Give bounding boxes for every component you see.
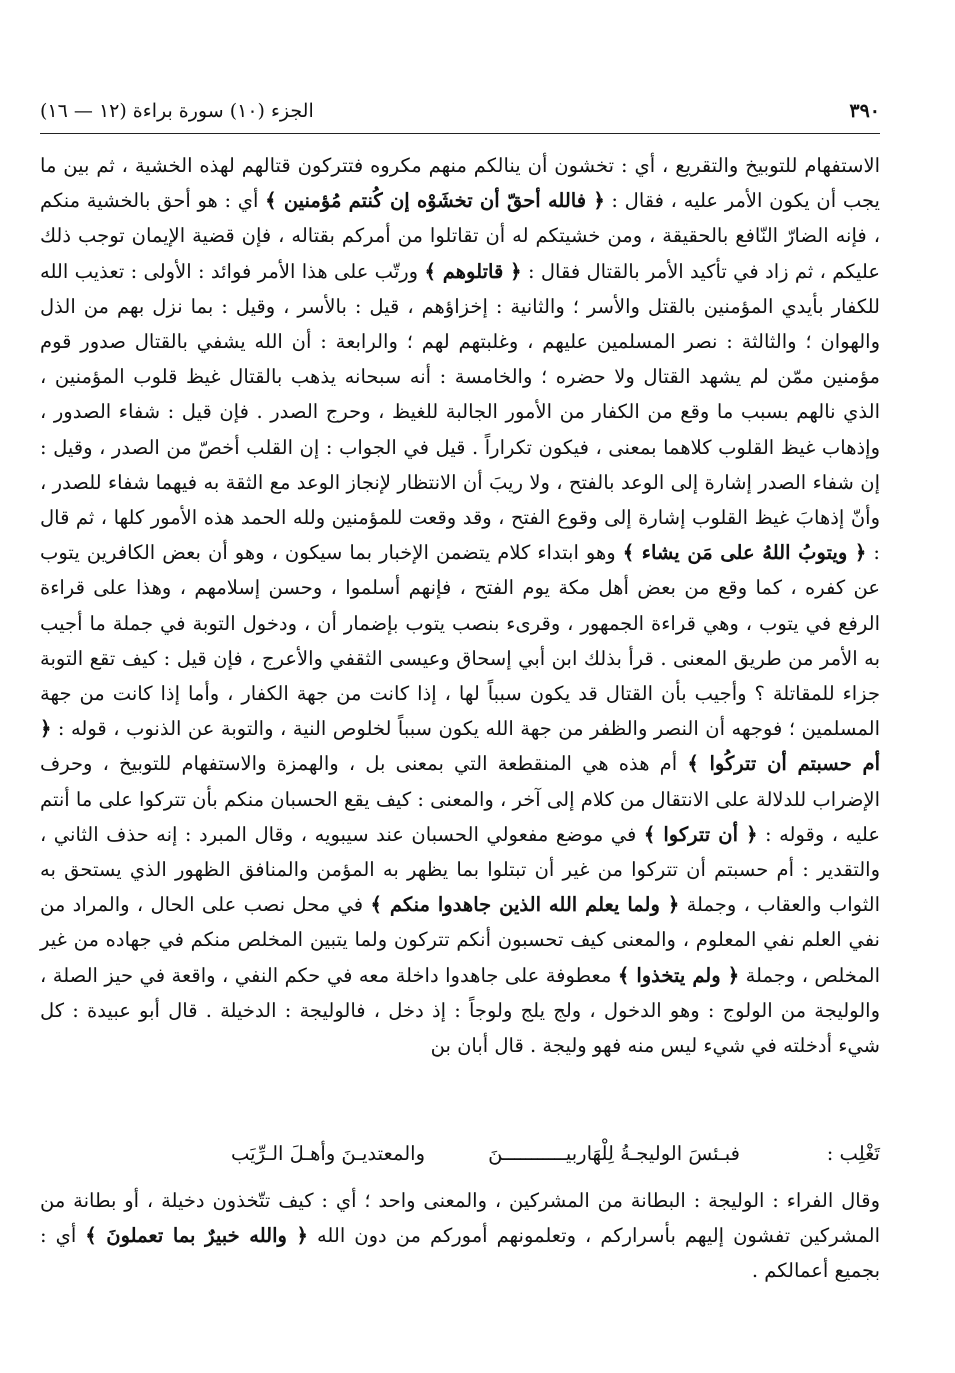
commentary-text: في محل نصب على الحال ، والمراد من نفي العلم نفي المعلوم ، والمعنى كيف تحسبون أنكم تتركون ولما يتبين المخلص منكم في جهاده من غير المخلص ، وجملة (40, 893, 881, 987)
tafsir-paragraph (40, 1183, 880, 1289)
quran-quote: ﴿ ويتوبُ اللهُ على مَن يشاء ﴾ (622, 541, 867, 565)
commentary-text: معطوفة على جاهدوا داخلة معه في حكم النفي ، واقعة في حيز الصلة ، والوليجة من الولوج : وهو الدخول ، ولج يلج ولوجاً : إذ دخل ، فالوليجة : الدخيلة . قال أبو عبيدة : كل شيء أدخلته في شيء ليس منه فهو وليجة . قال أبان بن (40, 963, 880, 1058)
verse-first-hemistich: فبـئسَ الوليجـةُ لِلْهَاربيـــــــــــنَ (488, 1142, 740, 1165)
quran-quote: ﴿ أن تتركوا ﴾ (643, 822, 758, 846)
tafsir-paragraph (40, 148, 880, 1063)
commentary-text: ورتّب على هذا الأمر فوائد : الأولى : تعذيب الله للكفار بأيدي المؤمنين بالقتل والأسر ؛ والثانية : إخزاؤهم ، قيل : بالأسر ، وقيل : بما نزل بهم من الذل والهوان ؛ والثالثة : نصر المسلمين عليهم ، وغلبتهم لهم ؛ والرابعة : أن الله يشفي بالقتال صدور قوم مؤمنين ممّن لم يشهد القتال ولا حضره ؛ والخامسة : أنه سبحانه يذهب بالقتال غيظ قلوب المؤمنين ، الذي نالهم بسبب ما وقع من الكفار من الأمور الجالبة للغيظ ، وحرج الصدر . فإن قيل : شفاء الصدور ، وإذهاب غيظ القلوب كلاهما بمعنى ، فيكون تكراراً . قيل في الجواب : إن القلب أخصّ من الصدر ، وقيل : إن شفاء الصدر إشارة إلى الوعد بالفتح ، ولا ريبَ أن الانتظار لإنجاز الوعد مع الثقة به فيهما شفاء للصدر ، وأنّ إذهابَ غيظ القلوب إشارة إلى وقوع الفتح ، وقد وقعت للمؤمنين ولله الحمد هذه الأمور كلها ، ثم قال : (40, 259, 880, 565)
page-number: ٣٩٠ (849, 100, 880, 122)
poetry-verse (40, 1136, 880, 1172)
tafsir-body (40, 148, 880, 1063)
quran-quote: ﴿ والله خبيرٌ بما تعملونَ ﴾ (85, 1224, 308, 1248)
commentary-text: وقال الفراء : الوليجة : البطانة من المشركين ، والمعنى واحد ؛ أي : كيف تتّخذون دخيلة ، أو بطانة من المشركين تفشون إليهم بأسراركم ، وتعلمونهم أموركم من دون الله (40, 1189, 880, 1248)
quran-quote: ﴿ أم حسبتم أن تتركُوا ﴾ (40, 717, 880, 776)
quran-quote: ﴿ ولما يعلم الله الذين جاهدوا منكم ﴾ (370, 893, 680, 917)
verse-lead: تَغْلِب : (826, 1142, 880, 1165)
commentary-text: أي : بجميع أعمالكم . (40, 1224, 880, 1283)
commentary-text: وهو ابتداء كلام يتضمن الإخبار بما سيكون ، وهو أن بعض الكافرين يتوب عن كفره ، كما وقع من بعض أهل مكة يوم الفتح ، فإنهم أسلموا ، وحسن إسلامهم ، وهذا على قراءة الرفع في يتوب ، وهي قراءة الجمهور ، وقرىء بنصب يتوب بإضمار أن ، ودخول التوبة في جملة ما أجيب به الأمر من طريق المعنى . قرأ بذلك ابن أبي إسحاق وعيسى الثقفي والأعرج ، فإن قيل : كيف تقع التوبة جزاء للمقاتلة ؟ وأجيب بأن القتال قد يكون سبباً لها ، إذا كانت من جهة الكفار ، وأما إذا كانت من جهة المسلمين ؛ فوجهه أن النصر والظفر من جهة الله يكون سبباً لخلوص النية ، والتوبة عن الذنوب ، قوله : (40, 541, 880, 741)
page-header (40, 96, 880, 126)
quran-quote: ﴿ قاتلوهم ﴾ (424, 259, 522, 283)
commentary-text: أم هذه هي المنقطعة التي بمعنى بل ، والهمزة والاستفهام للتوبيخ ، وحرف الإضراب للدلالة على الانتقال من كلام إلى آخر ، والمعنى : كيف يقع الحسبان منكم بأن تتركوا على ما أنتم عليه ، وقوله : (40, 752, 880, 846)
quran-quote: ﴿ فالله أحقّ أن تخشَوْه إن كُنتم مُؤمنين ﴾ (265, 189, 605, 213)
commentary-text: الاستفهام للتوبيخ والتقريع ، أي : تخشون أن ينالكم منهم مكروه فتتركون قتالهم لهذه الخشية ، ثم بين ما يجب أن يكون الأمر عليه ، فقال : (40, 154, 880, 213)
verse-second-hemistich: والمعتديـنَ وأهـلَ الـرِّيَب (231, 1142, 425, 1165)
quran-quote: ﴿ ولم يتخذوا ﴾ (617, 963, 740, 987)
commentary-text: أي : هو أحق بالخشية منكم ، فإنه الضارّ النّافع بالحقيقة ، ومن خشيتكم له أن تقاتلوا من أمركم بقتاله ، فإن قضية الإيمان توجب ذلك عليكم ، ثم زاد في تأكيد الأمر بالقتال فقال : (40, 189, 880, 283)
commentary-text: في موضع مفعولي الحسبان عند سيبويه ، وقال المبرد : إنه حذف الثاني ، والتقدير : أم حسبتم أن تتركوا من غير أن تبتلوا بما يظهر به المؤمن والمنافق الظهور الذي يستحق به الثواب والعقاب ، وجملة (40, 822, 880, 917)
running-title: الجزء (١٠) سورة براءة (١٢ — ١٦) (40, 100, 314, 122)
header-rule (40, 133, 880, 134)
tafsir-body-continued (40, 1183, 880, 1289)
